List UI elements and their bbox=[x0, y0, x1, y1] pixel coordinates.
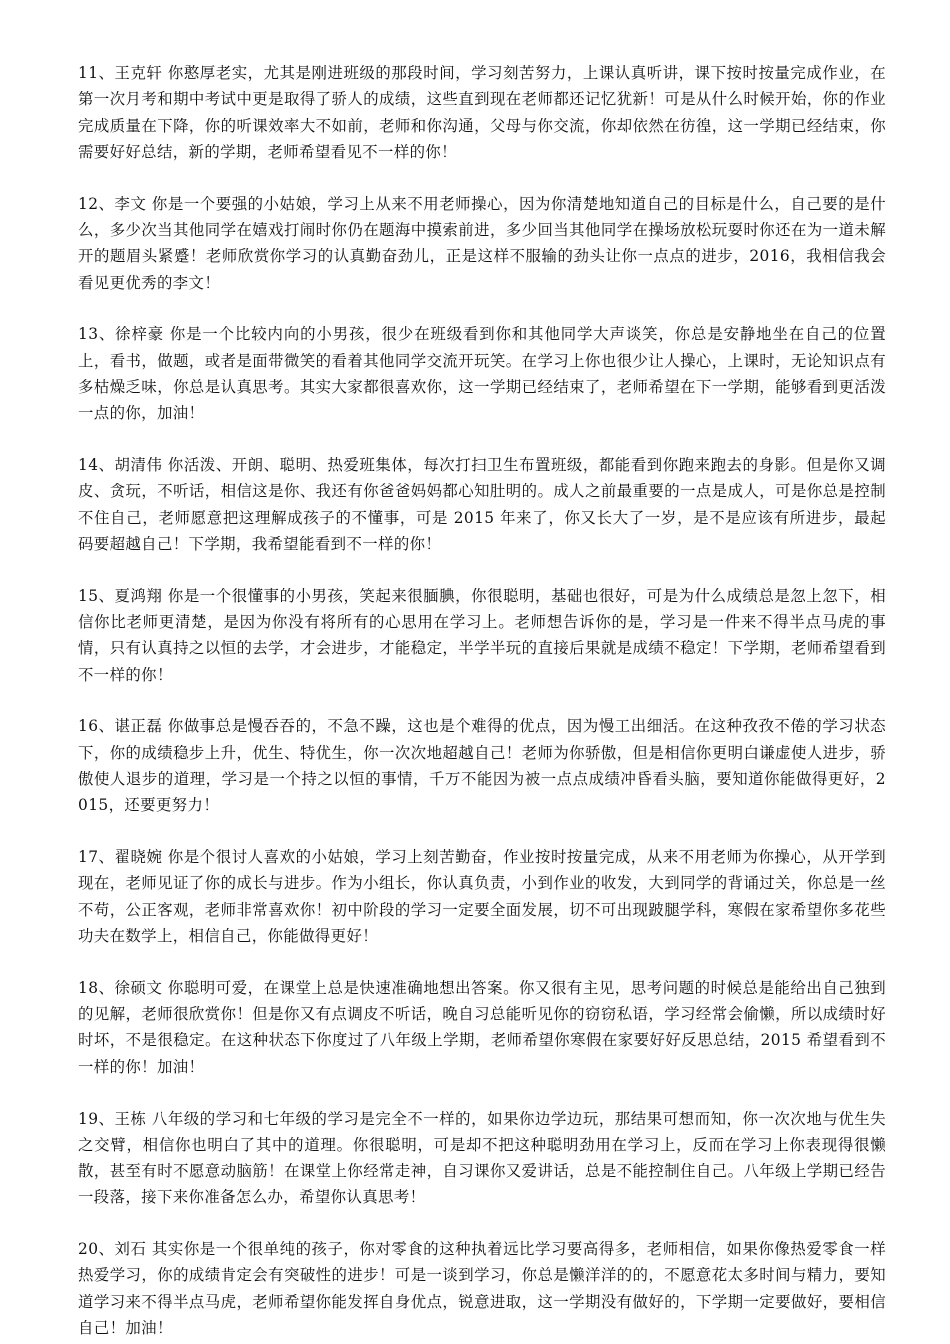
document-page bbox=[78, 60, 886, 1341]
comment-paragraph-11: 11、王克轩 你憨厚老实，尤其是刚进班级的那段时间，学习刻苦努力，上课认真听讲，课下按时按量完成作业，在第一次月考和期中考试中更是取得了骄人的成绩，这些直到现在老师都还记忆犹新！可是从什么时候开始，你的作业完成质量在下降，你的听课效率大不如前，老师和你沟通，父母与你交流，你却依然在彷徨，这一学期已经结束，你需要好好总结，新的学期，老师希望看见不一样的你！ bbox=[78, 64, 886, 161]
comment-paragraph-14: 14、胡清伟 你活泼、开朗、聪明、热爱班集体，每次打扫卫生布置班级，都能看到你跑来跑去的身影。但是你又调皮、贪玩，不听话，相信这是你、我还有你爸爸妈妈都心知肚明的。成人之前最重要的一点是成人，可是你总是控制不住自己，老师愿意把这理解成孩子的不懂事，可是 2015 年来了，你又长大了一岁，是不是应该有所进步，最起码要超越自己！下学期，我希望能看到不一样的你！ bbox=[78, 456, 886, 553]
comment-paragraph-12: 12、李文 你是一个要强的小姑娘，学习上从来不用老师操心，因为你清楚地知道自己的目标是什么，自己要的是什么，多少次当其他同学在嬉戏打闹时你仍在题海中摸索前进，多少回当其他同学在操场放松玩耍时你还在为一道未解开的题眉头紧蹙！老师欣赏你学习的认真勤奋劲儿，正是这样不服输的劲头让你一点点的进步，2016，我相信我会看见更优秀的李文！ bbox=[78, 194, 886, 292]
comment-paragraph-17: 17、翟晓婉 你是个很讨人喜欢的小姑娘，学习上刻苦勤奋，作业按时按量完成，从来不用老师为你操心，从开学到现在，老师见证了你的成长与进步。作为小组长，你认真负责，小到作业的收发，大到同学的背诵过关，你总是一丝不苟，公正客观，老师非常喜欢你！初中阶段的学习一定要全面发展，切不可出现跛腿学科，寒假在家希望你多花些功夫在数学上，相信自己，你能做得更好！ bbox=[78, 848, 886, 946]
comment-paragraph-19: 19、王栋 八年级的学习和七年级的学习是完全不一样的，如果你边学边玩，那结果可想而知，你一次次地与优生失之交臂，相信你也明白了其中的道理。你很聪明，可是却不把这种聪明劲用在学习上，反而在学习上你表现得很懒散，甚至有时不愿意动脑筋！在课堂上你经常走神，自习课你又爱讲话，总是不能控制住自己。八年级上学期已经告一段落，接下来你准备怎么办，希望你认真思考！ bbox=[78, 1109, 886, 1207]
comment-paragraph-13: 13、徐梓豪 你是一个比较内向的小男孩，很少在班级看到你和其他同学大声谈笑，你总是安静地坐在自己的位置上，看书，做题，或者是面带微笑的看着其他同学交流开玩笑。在学习上你也很少让人操心，上课时，无论知识点有多枯燥乏味，你总是认真思考。其实大家都很喜欢你，这一学期已经结束了，老师希望在下一学期，能够看到更活泼一点的你，加油！ bbox=[78, 325, 886, 423]
comment-paragraph-18: 18、徐硕文 你聪明可爱，在课堂上总是快速准确地想出答案。你又很有主见，思考问题的时候总是能给出自己独到的见解，老师很欣赏你！但是你又有点调皮不听话，晚自习总能听见你的窃窃私语，学习经常会偷懒，所以成绩时好时坏，不是很稳定。在这种状态下你度过了八年级上学期，老师希望你寒假在家要好好反思总结，2015 希望看到不一样的你！加油！ bbox=[78, 978, 886, 1076]
comment-paragraph-16: 16、谌正磊 你做事总是慢吞吞的，不急不躁，这也是个难得的优点，因为慢工出细活。在这种孜孜不倦的学习状态下，你的成绩稳步上升，优生、特优生，你一次次地超越自己！老师为你骄傲，但是相信你更明白谦虚使人进步，骄傲使人退步的道理，学习是一个持之以恒的事情，千万不能因为被一点点成绩冲昏看头脑，要知道你能做得更好，2015，还要更努力！ bbox=[78, 717, 886, 815]
comment-paragraph-15: 15、夏鸿翔 你是一个很懂事的小男孩，笑起来很腼腆，你很聪明，基础也很好，可是为什么成绩总是忽上忽下，相信你比老师更清楚，是因为你没有将所有的心思用在学习上。老师想告诉你的是，学习是一件来不得半点马虎的事情，只有认真持之以恒的去学，才会进步，才能稳定，半学半玩的直接后果就是成绩不稳定！下学期，老师希望看到不一样的你！ bbox=[78, 586, 886, 684]
comment-paragraph-20: 20、刘石 其实你是一个很单纯的孩子，你对零食的这种执着远比学习要高得多，老师相信，如果你像热爱零食一样热爱学习，你的成绩肯定会有突破性的进步！可是一谈到学习，你总是懒洋洋的的，不愿意花太多时间与精力，要知道学习来不得半点马虎，老师希望你能发挥自身优点，锐意进取，这一学期没有做好的，下学期一定要做好，要相信自己！加油！ bbox=[78, 1240, 886, 1338]
